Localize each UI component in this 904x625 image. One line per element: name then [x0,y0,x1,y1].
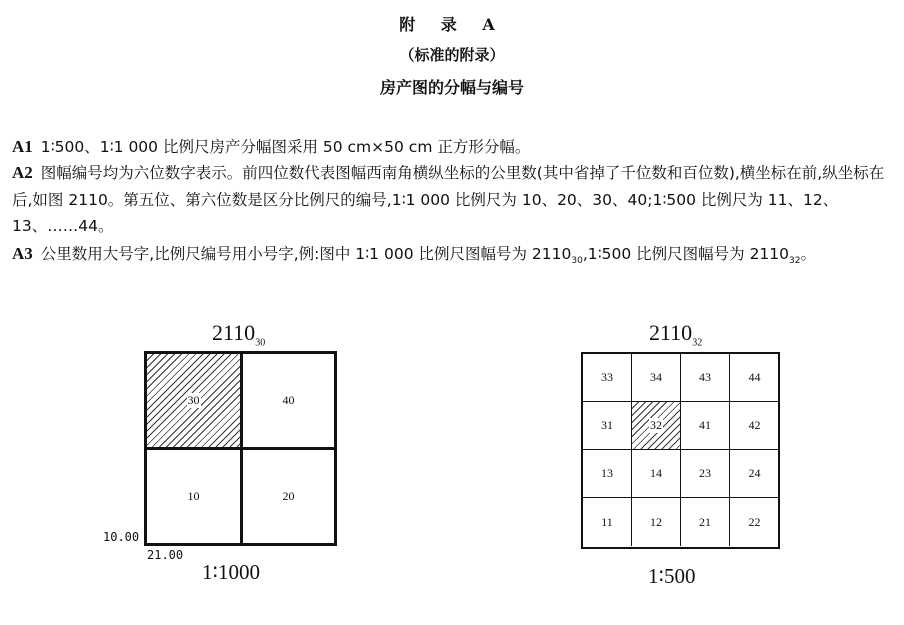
cell-label: 44 [748,370,761,384]
sheet-cell-22 [730,498,779,546]
clause-a3 [12,241,894,275]
cell-label: 32 [650,418,662,432]
clause-text: ,1∶500 比例尺图幅号为 2110 [582,245,790,263]
right-scale-label: 1∶500 [648,564,696,588]
clause-label: A1 [12,137,33,156]
cell-label: 14 [650,466,662,480]
clause-label: A3 [12,244,33,263]
right-figure-title [649,320,702,348]
cell-label: 13 [601,466,613,480]
sheet-cell-11 [583,498,632,546]
sheet-cell-43 [681,354,730,402]
subscript: 30 [571,256,583,267]
title-sub: 30 [255,337,266,349]
cell-label: 42 [748,418,761,432]
cell-label: 22 [748,514,761,529]
sheet-cell-12 [632,498,681,546]
appendix-title: 房产图的分幅与编号 [379,78,524,97]
right-sheet-grid [581,352,780,549]
cell-label: 12 [650,514,662,529]
sheet-cell-21 [681,498,730,546]
cell-label: 23 [699,466,711,480]
cell-label: 43 [699,370,711,384]
cell-label: 40 [282,393,295,407]
coord-x-label: 21.00 [147,548,184,562]
clause-text: 。 [800,245,816,263]
sheet-cell-31 [583,402,632,450]
sheet-cell-32 [632,402,681,450]
clause-a2 [12,160,894,240]
clause-label: A2 [12,163,33,182]
title-sub: 32 [692,337,703,349]
sheet-cell-41 [681,402,730,450]
appendix-heading: 附 录 A [399,15,505,34]
cell-label: 24 [748,466,761,480]
cell-label: 31 [601,418,613,432]
sheet-cell-42 [730,402,779,450]
cell-label: 20 [282,489,295,503]
sheet-cell-23 [681,450,730,498]
cell-label: 11 [601,514,613,529]
cell-label: 30 [187,393,200,407]
sheet-cell-34 [632,354,681,402]
sheet-cell-40 [243,354,334,450]
cell-label: 34 [650,370,662,384]
sheet-cell-20 [243,450,334,543]
sheet-cell-24 [730,450,779,498]
coord-y-label: 10.00 [103,530,140,544]
cell-label: 21 [699,514,711,529]
subscript: 32 [789,256,801,267]
sheet-cell-14 [632,450,681,498]
left-figure-title [212,320,265,348]
sheet-cell-10 [147,450,243,543]
cell-label: 33 [601,370,613,384]
sheet-cell-44 [730,354,779,402]
cell-label: 41 [699,418,711,432]
cell-label: 10 [187,489,200,503]
clause-text: 1∶500、1∶1 000 比例尺房产分幅图采用 50 cm×50 cm 正方形分幅。 [40,138,531,156]
left-scale-label: 1∶1000 [202,560,260,584]
title-main: 2110 [649,320,693,345]
sheet-cell-33 [583,354,632,402]
sheet-cell-30 [147,354,243,450]
appendix-note: （标准的附录） [399,46,505,64]
clause-a1 [12,134,894,161]
title-main: 2110 [212,320,256,345]
clause-text: 公里数用大号字,比例尺编号用小号字,例:图中 1∶1 000 比例尺图幅号为 2110 [40,245,572,263]
sheet-cell-13 [583,450,632,498]
left-sheet-grid [144,351,337,546]
clause-text: 图幅编号均为六位数字表示。前四位数代表图幅西南角横纵坐标的公里数(其中省掉了千位数和百位数),横坐标在前,纵坐标在后,如图 2110。第五位、第六位数是区分比例尺的编号,1∶1 000 比例尺为 10、20、30、40;1∶500 比例尺为 11、12、13、……44。 [12,164,885,235]
